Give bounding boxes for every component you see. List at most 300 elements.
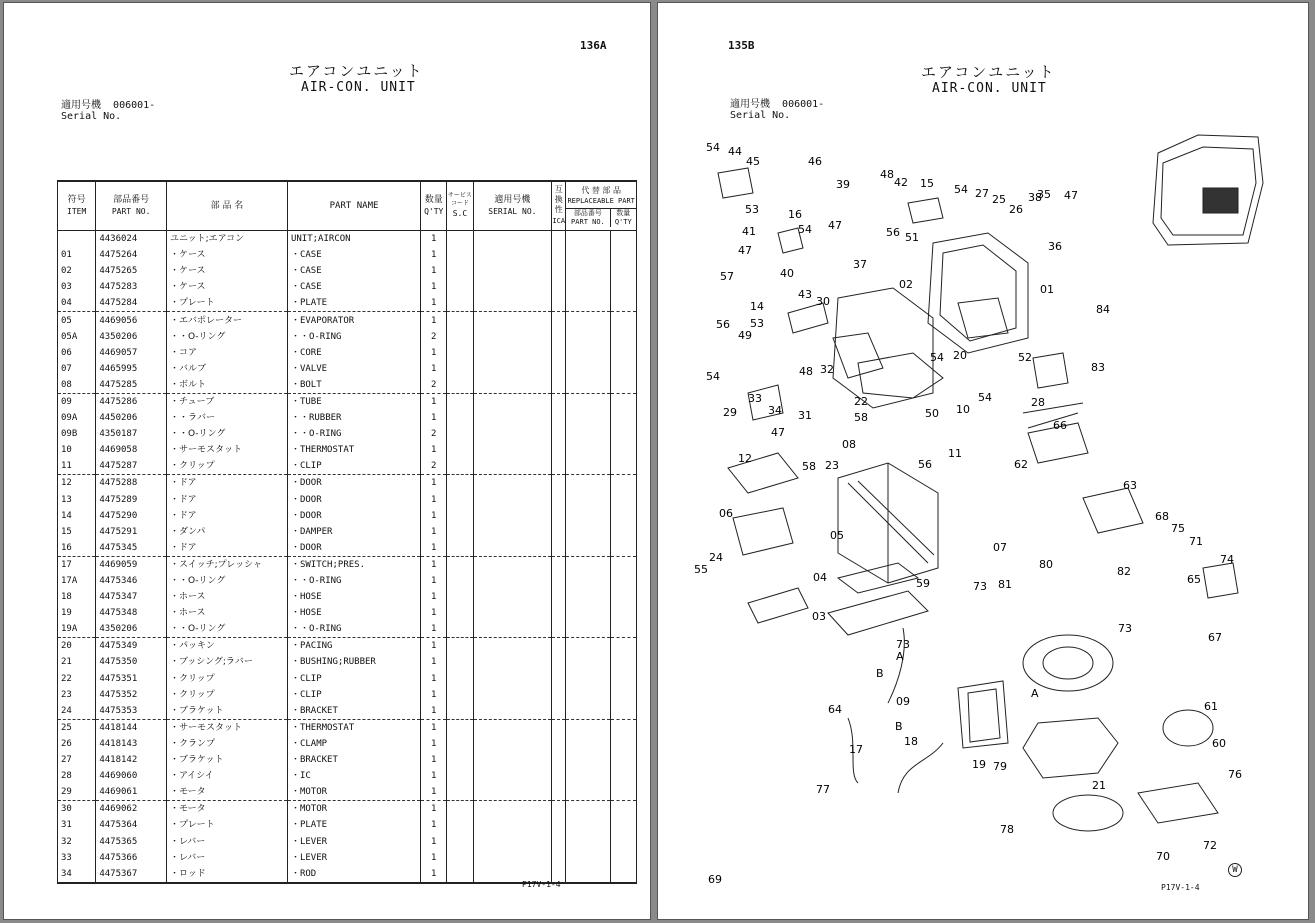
- sc-cell: [447, 573, 473, 589]
- callout-55: 55: [694, 563, 708, 576]
- col-name-en: PART NAME: [287, 181, 420, 231]
- repl-qty-cell: [610, 492, 636, 508]
- repl-part-cell: [566, 671, 610, 687]
- callout-29: 29: [723, 406, 737, 419]
- name-ja-cell: ・ブラケット: [166, 703, 287, 720]
- w-mark: W: [1228, 863, 1242, 877]
- col-part-no: 部品番号 PART NO.: [96, 181, 167, 231]
- serial-cell: [473, 361, 552, 377]
- name-en-cell: ・DOOR: [287, 492, 420, 508]
- table-row: [58, 312, 637, 329]
- serial-cell: [473, 247, 552, 263]
- ica-cell: [552, 654, 566, 670]
- repl-part-cell: [566, 231, 610, 248]
- callout-56: 56: [886, 226, 900, 239]
- repl-part-cell: [566, 263, 610, 279]
- table-row: [58, 736, 637, 752]
- callout-47: 47: [1064, 189, 1078, 202]
- serial-label-en: Serial No.: [61, 111, 122, 122]
- table-row: [58, 377, 637, 394]
- serial-cell: [473, 654, 552, 670]
- item-cell: 22: [58, 671, 96, 687]
- callout-21: 21: [1092, 779, 1106, 792]
- sc-cell: [447, 442, 473, 458]
- repl-qty-cell: [610, 784, 636, 801]
- repl-qty-cell: [610, 605, 636, 621]
- repl-part-cell: [566, 556, 610, 573]
- name-ja-cell: ・ケース: [166, 279, 287, 295]
- repl-qty-cell: [610, 295, 636, 312]
- repl-part-cell: [566, 410, 610, 426]
- name-ja-cell: ・パッキン: [166, 638, 287, 655]
- callout-59: 59: [916, 577, 930, 590]
- callout-10: 10: [956, 403, 970, 416]
- callout-01: 01: [1040, 283, 1054, 296]
- col-replaceable: 代 替 部 品 REPLACEABLE PART 部品番号 PART NO. 数量 Q'TY: [566, 181, 637, 231]
- repl-part-cell: [566, 866, 610, 883]
- repl-qty-cell: [610, 410, 636, 426]
- ica-cell: [552, 442, 566, 458]
- repl-part-cell: [566, 508, 610, 524]
- name-ja-cell: ・レバー: [166, 833, 287, 849]
- repl-part-cell: [566, 752, 610, 768]
- part-no-cell: 4436024: [96, 231, 167, 248]
- blower-housing-60: [1023, 718, 1118, 778]
- ica-cell: [552, 752, 566, 768]
- ica-cell: [552, 589, 566, 605]
- qty-cell: 1: [421, 850, 447, 866]
- item-cell: 06: [58, 345, 96, 361]
- callout-72: 72: [1203, 839, 1217, 852]
- table-row: [58, 621, 637, 638]
- serial-cell: [473, 671, 552, 687]
- sc-cell: [447, 833, 473, 849]
- serial-cell: [473, 850, 552, 866]
- parts-table: [57, 180, 637, 884]
- serial-cell: [473, 345, 552, 361]
- sc-cell: [447, 752, 473, 768]
- ica-cell: [552, 556, 566, 573]
- serial-cell: [473, 393, 552, 410]
- ring-78: [1053, 795, 1123, 831]
- table-row: [58, 768, 637, 784]
- repl-part-cell: [566, 540, 610, 557]
- callout-56: 56: [918, 458, 932, 471]
- sc-cell: [447, 492, 473, 508]
- qty-cell: 1: [421, 638, 447, 655]
- ic-28: [1033, 353, 1068, 388]
- repl-qty-cell: [610, 687, 636, 703]
- table-row: [58, 426, 637, 442]
- qty-cell: 1: [421, 573, 447, 589]
- part-no-cell: 4475347: [96, 589, 167, 605]
- part-no-cell: 4475348: [96, 605, 167, 621]
- name-en-cell: ・TUBE: [287, 393, 420, 410]
- callout-54: 54: [706, 141, 720, 154]
- part-no-cell: 4469057: [96, 345, 167, 361]
- callout-54: 54: [954, 183, 968, 196]
- repl-part-cell: [566, 442, 610, 458]
- serial-value: 006001-: [113, 100, 156, 111]
- serial-label-en: Serial No.: [730, 110, 791, 121]
- callout-64: 64: [828, 703, 842, 716]
- callout-33: 33: [748, 392, 762, 405]
- item-cell: 23: [58, 687, 96, 703]
- part-no-cell: 4475288: [96, 475, 167, 492]
- serial-info: [730, 99, 824, 121]
- sc-cell: [447, 312, 473, 329]
- item-cell: 13: [58, 492, 96, 508]
- callout-03: 03: [812, 610, 826, 623]
- serial-cell: [473, 263, 552, 279]
- ica-cell: [552, 345, 566, 361]
- part-no-cell: 4475346: [96, 573, 167, 589]
- item-cell: 07: [58, 361, 96, 377]
- callout-25: 25: [992, 193, 1006, 206]
- item-cell: 05A: [58, 329, 96, 345]
- qty-cell: 1: [421, 801, 447, 818]
- callout-06: 06: [719, 507, 733, 520]
- name-ja-cell: ・クリップ: [166, 671, 287, 687]
- part-no-cell: 4418142: [96, 752, 167, 768]
- callout-12: 12: [738, 452, 752, 465]
- qty-cell: 1: [421, 475, 447, 492]
- callout-54: 54: [978, 391, 992, 404]
- serial-label-ja: 適用号機: [730, 99, 770, 110]
- name-en-cell: ・CLIP: [287, 687, 420, 703]
- serial-cell: [473, 605, 552, 621]
- repl-qty-cell: [610, 654, 636, 670]
- name-en-cell: ・LEVER: [287, 850, 420, 866]
- serial-cell: [473, 703, 552, 720]
- name-ja-cell: ・アイシイ: [166, 768, 287, 784]
- table-row: [58, 540, 637, 557]
- callout-08: 08: [842, 438, 856, 451]
- name-ja-cell: ・ブラケット: [166, 752, 287, 768]
- table-row: [58, 524, 637, 540]
- name-ja-cell: ・・O-リング: [166, 621, 287, 638]
- serial-cell: [473, 556, 552, 573]
- table-row: [58, 573, 637, 589]
- sc-cell: [447, 263, 473, 279]
- part-no-cell: 4475285: [96, 377, 167, 394]
- table-row: [58, 687, 637, 703]
- repl-part-cell: [566, 850, 610, 866]
- name-en-cell: ・・RUBBER: [287, 410, 420, 426]
- serial-cell: [473, 508, 552, 524]
- item-cell: 18: [58, 589, 96, 605]
- serial-cell: [473, 329, 552, 345]
- repl-part-cell: [566, 605, 610, 621]
- repl-part-cell: [566, 279, 610, 295]
- callout-83: 83: [1091, 361, 1105, 374]
- part-no-cell: 4475350: [96, 654, 167, 670]
- callout-47: 47: [828, 219, 842, 232]
- repl-qty-cell: [610, 589, 636, 605]
- item-cell: 20: [58, 638, 96, 655]
- serial-cell: [473, 295, 552, 312]
- table-row: [58, 263, 637, 279]
- table-row: [58, 654, 637, 670]
- sc-cell: [447, 475, 473, 492]
- name-ja-cell: ・ケース: [166, 247, 287, 263]
- part-no-cell: 4350206: [96, 621, 167, 638]
- name-en-cell: ・・O-RING: [287, 426, 420, 442]
- item-cell: 15: [58, 524, 96, 540]
- sc-cell: [447, 458, 473, 475]
- callout-84: 84: [1096, 303, 1110, 316]
- part-no-cell: 4469062: [96, 801, 167, 818]
- name-en-cell: ・MOTOR: [287, 801, 420, 818]
- callout-73: 73: [896, 638, 910, 651]
- callout-B: B: [895, 720, 903, 733]
- repl-qty-cell: [610, 345, 636, 361]
- callout-20: 20: [953, 349, 967, 362]
- table-row: [58, 784, 637, 801]
- ica-cell: [552, 263, 566, 279]
- cab-illustration: [1153, 135, 1263, 245]
- qty-cell: 1: [421, 654, 447, 670]
- part-no-cell: 4475286: [96, 393, 167, 410]
- repl-qty-cell: [610, 866, 636, 883]
- name-en-cell: ・DOOR: [287, 475, 420, 492]
- item-cell: 21: [58, 654, 96, 670]
- part-no-cell: 4469059: [96, 556, 167, 573]
- qty-cell: 1: [421, 247, 447, 263]
- name-ja-cell: ・ブッシング;ラバー: [166, 654, 287, 670]
- sc-cell: [447, 605, 473, 621]
- table-row: [58, 231, 637, 248]
- repl-qty-cell: [610, 573, 636, 589]
- item-cell: 09A: [58, 410, 96, 426]
- item-cell: 16: [58, 540, 96, 557]
- table-header-row: [58, 181, 637, 231]
- repl-qty-cell: [610, 833, 636, 849]
- ica-cell: [552, 736, 566, 752]
- name-en-cell: ・ROD: [287, 866, 420, 883]
- item-cell: 17: [58, 556, 96, 573]
- name-en-cell: ・CORE: [287, 345, 420, 361]
- callout-39: 39: [836, 178, 850, 191]
- sc-cell: [447, 247, 473, 263]
- item-cell: 19: [58, 605, 96, 621]
- item-cell: 29: [58, 784, 96, 801]
- callout-24: 24: [709, 551, 723, 564]
- repl-part-cell: [566, 426, 610, 442]
- col-serial: 適用号機 SERIAL NO.: [473, 181, 552, 231]
- name-en-cell: ・CLIP: [287, 671, 420, 687]
- callout-40: 40: [780, 267, 794, 280]
- part-no-cell: 4475289: [96, 492, 167, 508]
- serial-cell: [473, 458, 552, 475]
- callout-47: 47: [738, 244, 752, 257]
- sc-cell: [447, 361, 473, 377]
- item-cell: 12: [58, 475, 96, 492]
- serial-cell: [473, 573, 552, 589]
- repl-qty-cell: [610, 671, 636, 687]
- name-ja-cell: ・クリップ: [166, 687, 287, 703]
- serial-cell: [473, 638, 552, 655]
- part-no-cell: 4475283: [96, 279, 167, 295]
- table-row: [58, 279, 637, 295]
- item-cell: 02: [58, 263, 96, 279]
- heater-core: [733, 508, 793, 555]
- callout-58: 58: [802, 460, 816, 473]
- ica-cell: [552, 377, 566, 394]
- item-cell: 17A: [58, 573, 96, 589]
- parts-body: [58, 231, 637, 883]
- qty-cell: 1: [421, 719, 447, 736]
- repl-part-cell: [566, 573, 610, 589]
- callout-63: 63: [1123, 479, 1137, 492]
- page-title-en: AIR-CON. UNIT: [301, 80, 416, 95]
- qty-cell: 1: [421, 442, 447, 458]
- table-row: [58, 410, 637, 426]
- serial-cell: [473, 231, 552, 248]
- part-no-cell: 4418143: [96, 736, 167, 752]
- qty-cell: 1: [421, 589, 447, 605]
- table-row: [58, 703, 637, 720]
- name-en-cell: ・LEVER: [287, 833, 420, 849]
- sc-cell: [447, 621, 473, 638]
- table-row: [58, 492, 637, 508]
- table-row: [58, 719, 637, 736]
- name-ja-cell: ・チューブ: [166, 393, 287, 410]
- part-no-cell: 4450206: [96, 410, 167, 426]
- qty-cell: 2: [421, 329, 447, 345]
- name-en-cell: ・・O-RING: [287, 621, 420, 638]
- sc-cell: [447, 393, 473, 410]
- serial-cell: [473, 752, 552, 768]
- name-ja-cell: ・クリップ: [166, 458, 287, 475]
- page-footer: P17V-1-4: [522, 880, 561, 889]
- table-row: [58, 850, 637, 866]
- qty-cell: 1: [421, 410, 447, 426]
- ica-cell: [552, 492, 566, 508]
- part-no-cell: 4469058: [96, 442, 167, 458]
- callout-53: 53: [745, 203, 759, 216]
- callout-54: 54: [798, 223, 812, 236]
- ica-cell: [552, 329, 566, 345]
- ica-cell: [552, 426, 566, 442]
- name-ja-cell: ・エバポレーター: [166, 312, 287, 329]
- serial-value: 006001-: [782, 99, 825, 110]
- ica-cell: [552, 410, 566, 426]
- callout-32: 32: [820, 363, 834, 376]
- ica-cell: [552, 475, 566, 492]
- repl-qty-cell: [610, 850, 636, 866]
- repl-part-cell: [566, 312, 610, 329]
- ica-cell: [552, 784, 566, 801]
- name-ja-cell: ユニット;エアコン: [166, 231, 287, 248]
- callout-47: 47: [771, 426, 785, 439]
- repl-part-cell: [566, 458, 610, 475]
- qty-cell: 1: [421, 671, 447, 687]
- ica-cell: [552, 524, 566, 540]
- sc-cell: [447, 295, 473, 312]
- sc-cell: [447, 279, 473, 295]
- name-en-cell: ・THERMOSTAT: [287, 719, 420, 736]
- item-cell: 04: [58, 295, 96, 312]
- ica-cell: [552, 671, 566, 687]
- callout-11: 11: [948, 447, 962, 460]
- name-en-cell: ・DOOR: [287, 508, 420, 524]
- table-row: [58, 605, 637, 621]
- serial-label-ja: 適用号機: [61, 100, 101, 111]
- callout-77: 77: [816, 783, 830, 796]
- serial-info: [61, 100, 155, 122]
- damper-15: [908, 198, 943, 223]
- ica-cell: [552, 361, 566, 377]
- serial-cell: [473, 801, 552, 818]
- serial-cell: [473, 492, 552, 508]
- sc-cell: [447, 719, 473, 736]
- repl-part-cell: [566, 524, 610, 540]
- name-en-cell: ・EVAPORATOR: [287, 312, 420, 329]
- serial-cell: [473, 768, 552, 784]
- item-cell: 10: [58, 442, 96, 458]
- sc-cell: [447, 410, 473, 426]
- callout-02: 02: [899, 278, 913, 291]
- part-no-cell: 4469056: [96, 312, 167, 329]
- part-no-cell: 4475352: [96, 687, 167, 703]
- item-cell: 30: [58, 801, 96, 818]
- table-row: [58, 247, 637, 263]
- callout-35: 35: [1037, 188, 1051, 201]
- ica-cell: [552, 231, 566, 248]
- exploded-parts-diagram: [658, 123, 1308, 903]
- callout-42: 42: [894, 176, 908, 189]
- name-en-cell: ・IC: [287, 768, 420, 784]
- sc-cell: [447, 817, 473, 833]
- repl-part-cell: [566, 492, 610, 508]
- name-en-cell: ・・O-RING: [287, 329, 420, 345]
- qty-cell: 2: [421, 458, 447, 475]
- name-en-cell: ・CASE: [287, 263, 420, 279]
- qty-cell: 1: [421, 508, 447, 524]
- name-en-cell: ・PLATE: [287, 295, 420, 312]
- sc-cell: [447, 866, 473, 883]
- col-ica: 互換性 ICA: [552, 181, 566, 231]
- ica-cell: [552, 621, 566, 638]
- table-row: [58, 458, 637, 475]
- name-ja-cell: ・・ラバー: [166, 410, 287, 426]
- table-row: [58, 345, 637, 361]
- callout-56: 56: [716, 318, 730, 331]
- callout-60: 60: [1212, 737, 1226, 750]
- callout-79: 79: [993, 760, 1007, 773]
- name-ja-cell: ・プレート: [166, 295, 287, 312]
- name-ja-cell: ・コア: [166, 345, 287, 361]
- item-cell: 14: [58, 508, 96, 524]
- page-title-en: AIR-CON. UNIT: [932, 81, 1047, 96]
- repl-part-cell: [566, 329, 610, 345]
- serial-cell: [473, 442, 552, 458]
- name-ja-cell: ・ケース: [166, 263, 287, 279]
- callout-54: 54: [930, 351, 944, 364]
- name-ja-cell: ・ロッド: [166, 866, 287, 883]
- serial-cell: [473, 377, 552, 394]
- name-en-cell: ・PLATE: [287, 817, 420, 833]
- item-cell: 09: [58, 393, 96, 410]
- callout-16: 16: [788, 208, 802, 221]
- repl-qty-cell: [610, 736, 636, 752]
- repl-qty-cell: [610, 247, 636, 263]
- table-row: [58, 833, 637, 849]
- page-number: 136A: [580, 39, 607, 52]
- callout-37: 37: [853, 258, 867, 271]
- name-ja-cell: ・プレート: [166, 817, 287, 833]
